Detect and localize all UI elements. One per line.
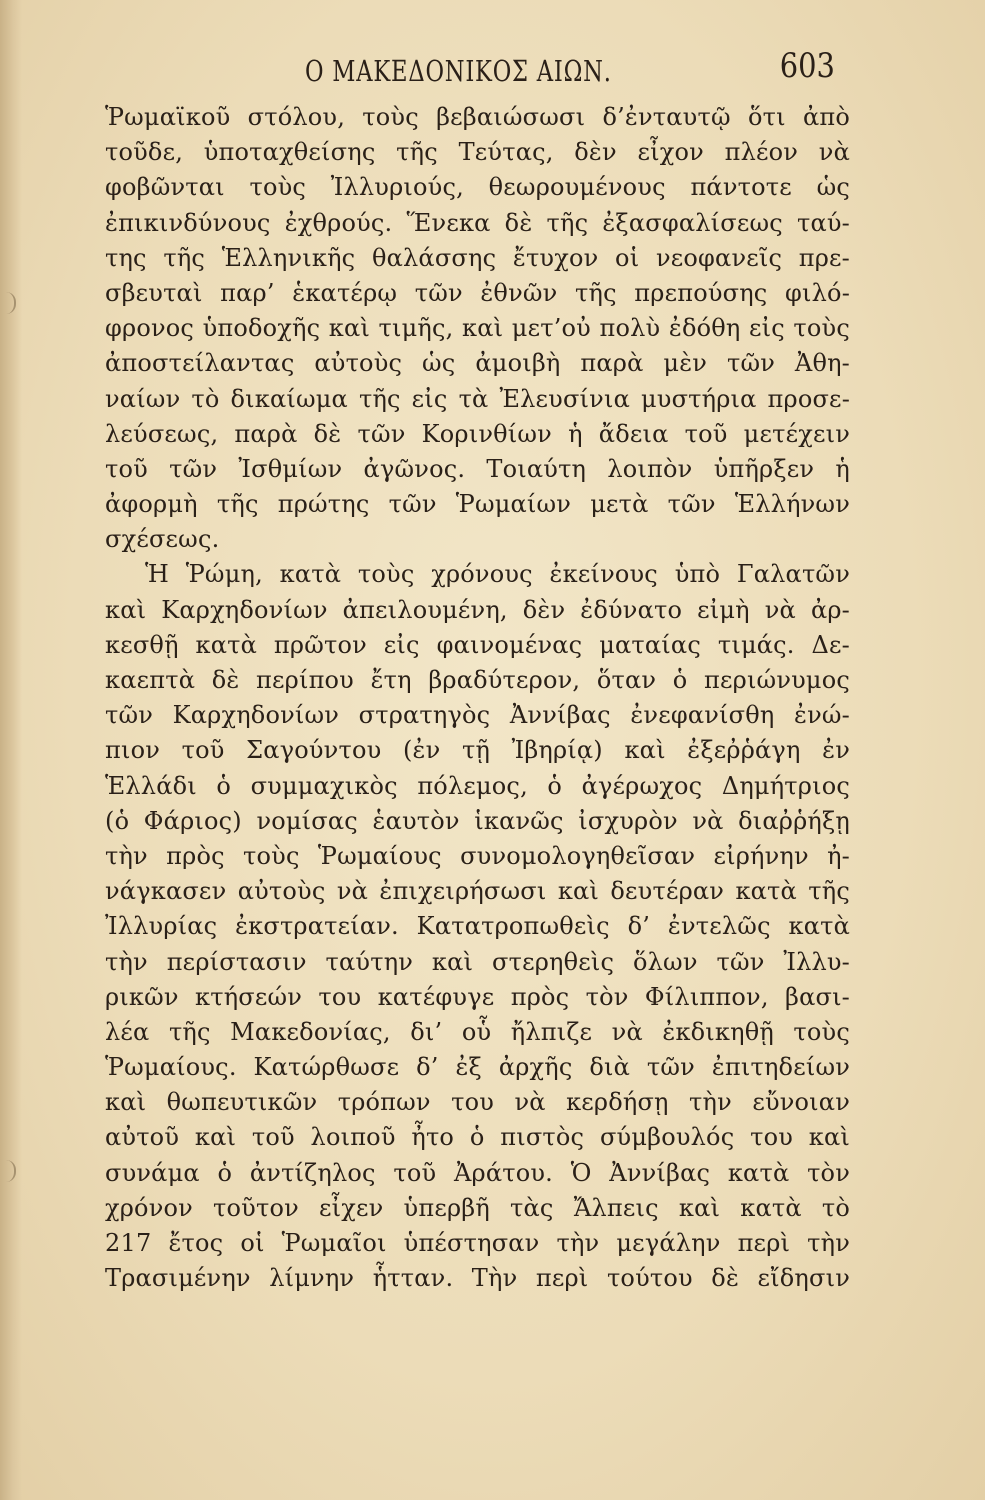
binding-edge	[0, 0, 22, 1500]
text-line: τὴν περίστασιν ταύτην καὶ στερηθεὶς ὅλων τῶν Ἰλλυ-	[105, 947, 850, 976]
text-line: καὶ θωπευτικῶν τρόπων του νὰ κερδήσῃ τὴν εὔνοιαν	[105, 1088, 850, 1117]
paragraph-start-line: Ἡ Ῥώμη, κατὰ τοὺς χρόνους ἐκείνους ὑπὸ Γαλατῶν	[145, 560, 850, 589]
text-line: Ἰλλυρίας ἐκστρατείαν. Κατατροπωθεὶς δ’ ἐντελῶς κατὰ	[105, 912, 850, 941]
text-line: πιον τοῦ Σαγούντου (ἐν τῇ Ἰβηρίᾳ) καὶ ἐξεῤῥάγη ἐν	[105, 736, 850, 765]
text-line: αὐτοῦ καὶ τοῦ λοιποῦ ἦτο ὁ πιστὸς σύμβουλός του καὶ	[105, 1123, 850, 1152]
running-title: Ο ΜΑΚΕΔΟΝΙΚΟΣ ΑΙΩΝ.	[305, 54, 612, 88]
text-line: καὶ Καρχηδονίων ἀπειλουμένη, δὲν ἐδύνατο εἰμὴ νὰ ἀρ-	[105, 595, 850, 624]
text-line: ἐπικινδύνους ἐχθρούς. Ἕνεκα δὲ τῆς ἐξασφαλίσεως ταύ-	[105, 208, 850, 237]
text-line: τὴν πρὸς τοὺς Ῥωμαίους συνομολογηθεῖσαν εἰρήνην ἠ-	[105, 841, 850, 870]
text-line: 217 ἔτος οἱ Ῥωμαῖοι ὑπέστησαν τὴν μεγάλην περὶ τὴν	[105, 1229, 850, 1257]
text-line: ναίων τὸ δικαίωμα τῆς εἰς τὰ Ἐλευσίνια μυστήρια προσε-	[105, 384, 850, 413]
text-line: σβευταὶ παρ’ ἑκατέρῳ τῶν ἐθνῶν τῆς πρεπούσης φιλό-	[105, 278, 850, 307]
text-line: λέα τῆς Μακεδονίας, δι’ οὗ ἤλπιζε νὰ ἐκδικηθῇ τοὺς	[105, 1017, 850, 1046]
text-line: Τρασιμένην λίμνην ἧτταν. Τὴν περὶ τούτου δὲ εἴδησιν	[105, 1264, 850, 1293]
text-line: Ῥωμαϊκοῦ στόλου, τοὺς βεβαιώσωσι δ’ἐνταυτῷ ὅτι ἀπὸ	[105, 103, 850, 131]
page-header	[105, 44, 835, 94]
text-line: νάγκασεν αὐτοὺς νὰ ἐπιχειρήσωσι καὶ δευτέραν κατὰ τῆς	[105, 877, 850, 906]
text-line: συνάμα ὁ ἀντίζηλος τοῦ Ἀράτου. Ὁ Ἀννίβας κατὰ τὸν	[105, 1158, 850, 1187]
text-line: Ῥωμαίους. Κατώρθωσε δ’ ἐξ ἀρχῆς διὰ τῶν ἐπιτηδείων	[105, 1053, 850, 1082]
text-line: της τῆς Ἑλληνικῆς θαλάσσης ἔτυχον οἱ νεοφανεῖς πρε-	[105, 243, 850, 272]
text-line: λεύσεως, παρὰ δὲ τῶν Κορινθίων ἡ ἄδεια τοῦ μετέχειν	[105, 419, 850, 448]
text-line: Ἑλλάδι ὁ συμμαχικὸς πόλεμος, ὁ ἀγέρωχος Δημήτριος	[105, 771, 850, 800]
text-line: χρόνον τοῦτον εἶχεν ὑπερβῆ τὰς Ἄλπεις καὶ κατὰ τὸ	[105, 1193, 850, 1222]
body-text	[105, 100, 850, 1296]
text-line: φρονος ὑποδοχῆς καὶ τιμῆς, καὶ μετ’οὐ πολὺ ἐδόθη εἰς τοὺς	[105, 314, 850, 343]
text-line: κεσθῇ κατὰ πρῶτον εἰς φαινομένας ματαίας τιμάς. Δε-	[105, 630, 850, 659]
text-line: ἀποστείλαντας αὐτοὺς ὡς ἀμοιβὴ παρὰ μὲν τῶν Ἀθη-	[105, 349, 850, 378]
text-line: ἀφορμὴ τῆς πρώτης τῶν Ῥωμαίων μετὰ τῶν Ἑλλήνων	[105, 490, 850, 519]
text-line: καεπτὰ δὲ περίπου ἔτη βραδύτερον, ὅταν ὁ περιώνυμος	[105, 666, 850, 694]
text-line: σχέσεως.	[105, 525, 220, 554]
text-line: ρικῶν κτήσεών του κατέφυγε πρὸς τὸν Φίλιππον, βασι-	[105, 982, 850, 1011]
page-number: 603	[779, 46, 835, 86]
text-line: τῶν Καρχηδονίων στρατηγὸς Ἀννίβας ἐνεφανίσθη ἐνώ-	[105, 701, 850, 730]
text-line: (ὁ Φάριος) νομίσας ἑαυτὸν ἱκανῶς ἰσχυρὸν νὰ διαῤῥήξῃ	[105, 806, 850, 835]
text-line: τοῦ τῶν Ἰσθμίων ἀγῶνος. Τοιαύτη λοιπὸν ὑπῆρξεν ἡ	[105, 454, 850, 483]
text-line: τοῦδε, ὑποταχθείσης τῆς Τεύτας, δὲν εἶχον πλέον νὰ	[105, 138, 850, 167]
text-line: φοβῶνται τοὺς Ἰλλυριούς, θεωρουμένους πάντοτε ὡς	[105, 173, 850, 202]
